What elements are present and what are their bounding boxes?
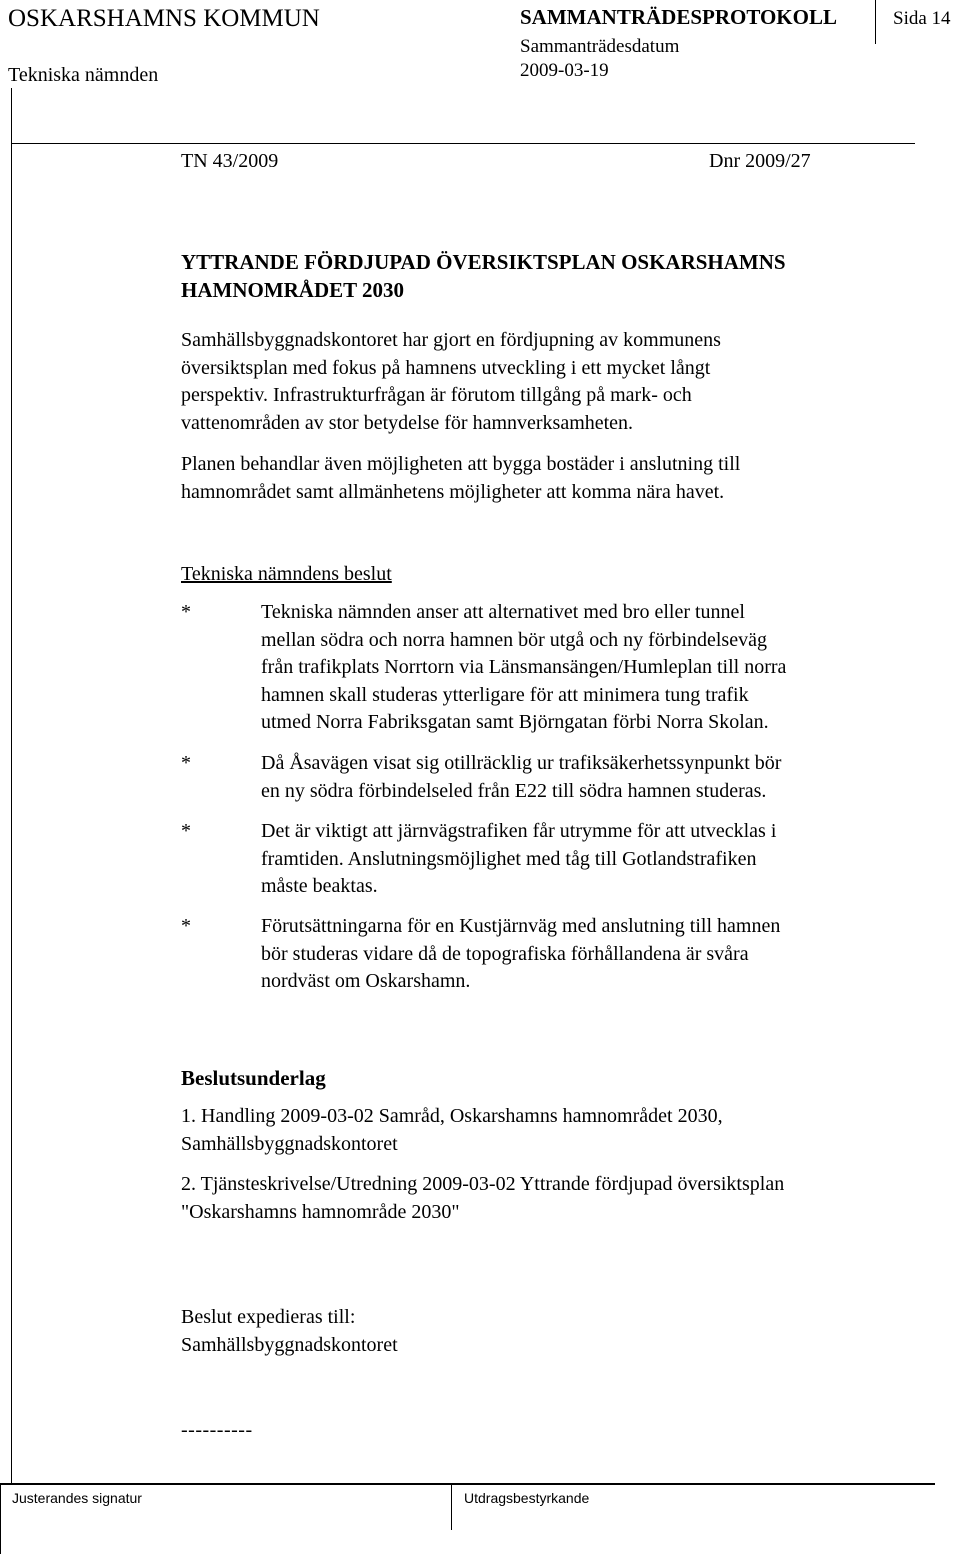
paragraph-line: hamnområdet samt allmänhetens möjligheter att komma nära havet. (181, 480, 725, 503)
paragraph-line: Samhällsbyggnadskontoret har gjort en fördjupning av kommunens (181, 329, 721, 351)
basis-item (181, 1103, 901, 1158)
footer-divider-middle (451, 1485, 452, 1530)
certified-copy-label: Utdragsbestyrkande (464, 1490, 590, 1506)
header-rule (12, 143, 915, 144)
decision-line: mellan södra och norra hamnen bör utgå och ny förbindelseväg (261, 628, 767, 651)
meeting-date-label: Sammanträdesdatum (520, 36, 680, 57)
header-divider-vertical (875, 0, 876, 44)
basis-line: 2. Tjänsteskrivelse/Utredning 2009-03-02 Yttrande fördjupad översiktsplan (181, 1173, 785, 1195)
decision-line: från trafikplats Norrtorn via Länsmansängen/Humleplan till norra (261, 656, 787, 678)
decision-line: Tekniska nämnden anser att alternativet med bro eller tunnel (261, 601, 745, 623)
committee-name: Tekniska nämnden (8, 64, 159, 86)
decision-line: Det är viktigt att järnvägstrafiken får utrymme för att utvecklas i (261, 820, 777, 842)
decision-line: nordväst om Oskarshamn. (261, 970, 471, 992)
basis-heading: Beslutsunderlag (181, 1066, 326, 1090)
decision-line: måste beaktas. (261, 875, 378, 897)
diary-number: Dnr 2009/27 (709, 150, 811, 172)
protocol-title: SAMMANTRÄDESPROTOKOLL (520, 5, 837, 29)
end-marker: ---------- (181, 1419, 253, 1441)
decision-heading: Tekniska nämndens beslut (181, 563, 392, 585)
decision-line: utmed Norra Fabriksgatan samt Björngatan förbi Norra Skolan. (261, 711, 769, 733)
title-line: YTTRANDE FÖRDJUPAD ÖVERSIKTSPLAN OSKARSHAMNS (181, 250, 786, 274)
basis-line: "Oskarshamns hamnområde 2030" (181, 1200, 460, 1223)
decision-line: en ny södra förbindelseled från E22 till södra hamnen studeras. (261, 779, 767, 802)
decision-line: framtiden. Anslutningsmöjlighet med tåg till Gotlandstrafiken (261, 847, 757, 870)
title-line: HAMNOMRÅDET 2030 (181, 278, 405, 302)
paragraph-line: översiktsplan med fokus på hamnens utveckling i ett mycket långt (181, 356, 711, 379)
case-number: TN 43/2009 (181, 150, 279, 172)
dispatch-label: Beslut expedieras till: (181, 1306, 356, 1328)
bullet-marker: * (181, 915, 191, 937)
meeting-date: 2009-03-19 (520, 60, 609, 81)
municipality-name: OSKARSHAMNS KOMMUN (8, 5, 320, 32)
left-margin-rule (11, 88, 12, 1483)
bullet-marker: * (181, 752, 191, 774)
footer-divider-left (0, 1483, 1, 1554)
paragraph-line: perspektiv. Infrastrukturfrågan är förutom tillgång på mark- och (181, 384, 692, 406)
page-number: Sida 14 (893, 8, 951, 29)
decision-line: Då Åsavägen visat sig otillräcklig ur trafiksäkerhetssynpunkt bör (261, 752, 782, 774)
footer-rule (0, 1483, 935, 1485)
basis-item (181, 1171, 901, 1226)
signature-label: Justerandes signatur (12, 1490, 142, 1506)
intro-paragraph (181, 327, 901, 437)
decision-line: bör studeras vidare då de topografiska förhållandena är svåra (261, 942, 749, 965)
decision-line: Förutsättningarna för en Kustjärnväg med anslutning till hamnen (261, 915, 781, 937)
dispatch-section (181, 1304, 901, 1359)
basis-line: Samhällsbyggnadskontoret (181, 1132, 398, 1155)
document-title (181, 248, 901, 304)
bullet-marker: * (181, 820, 191, 842)
bullet-marker: * (181, 601, 191, 623)
paragraph-line: vattenområden av stor betydelse för hamnverksamheten. (181, 411, 634, 434)
second-paragraph (181, 451, 901, 506)
basis-line: 1. Handling 2009-03-02 Samråd, Oskarshamns hamnområdet 2030, (181, 1105, 723, 1127)
paragraph-line: Planen behandlar även möjligheten att bygga bostäder i anslutning till (181, 453, 741, 475)
dispatch-recipient: Samhällsbyggnadskontoret (181, 1333, 398, 1356)
decision-line: hamnen skall studeras ytterligare för att minimera tung trafik (261, 683, 749, 706)
